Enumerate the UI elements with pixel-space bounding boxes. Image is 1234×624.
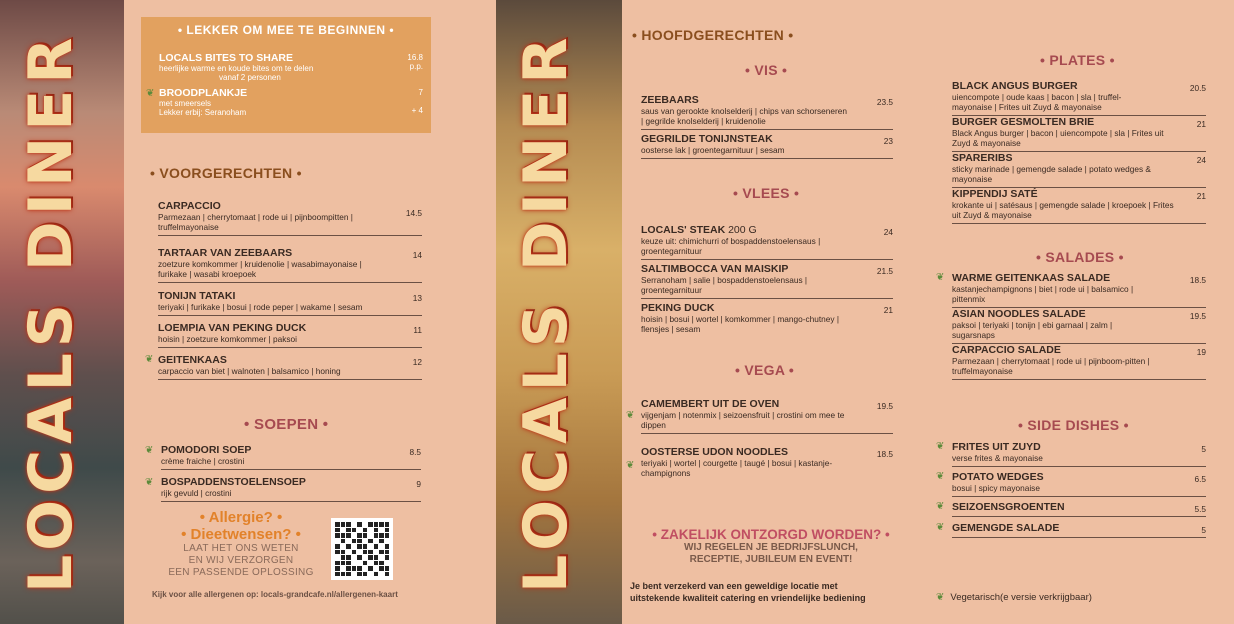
promo-item <box>159 53 423 82</box>
item-name: GEMENGDE SALADE <box>952 522 1060 534</box>
menu-item <box>952 80 1206 116</box>
item-name: BLACK ANGUS BURGER <box>952 80 1078 92</box>
menu-item <box>158 200 422 236</box>
item-desc: Serranoham | salie | bospaddenstoelensaus | groentegarnituur <box>641 275 808 295</box>
item-desc: Parmezaan | cherrytomaat | rode ui | pijnboom-pitten | truffelmayonaise <box>952 356 1150 376</box>
item-desc: rijk gevuld | crostini <box>161 488 232 498</box>
section-title-soepen: • SOEPEN • <box>244 416 329 433</box>
menu-item <box>641 446 893 481</box>
item-price: 13 <box>412 293 422 303</box>
menu-item <box>158 354 422 380</box>
menu-item <box>641 94 893 130</box>
menu-item <box>952 344 1206 380</box>
item-price: 18.5 <box>1189 275 1206 285</box>
cta-note-line: uitstekende kwaliteit catering en vriendelijke bediening <box>630 593 866 603</box>
item-desc: teriyaki | wortel | courgette | taugé | bosui | kastanje-champignons <box>641 458 833 478</box>
item-name: SALTIMBOCCA VAN MAISKIP <box>641 263 789 275</box>
item-name <box>641 224 893 236</box>
item-desc-2: vanaf 2 personen <box>219 73 281 82</box>
item-price <box>412 88 423 115</box>
vegetarian-icon: ❦ <box>936 441 945 452</box>
vegetarian-icon: ❦ <box>936 522 945 533</box>
brand-logo-left: LOCALS DINER <box>16 31 86 593</box>
menu-item <box>641 398 893 434</box>
menu-item <box>641 224 893 260</box>
allergen-link[interactable]: Kijk voor alle allergenen op: locals-grandcafe.nl/allergenen-kaart <box>152 590 398 599</box>
menu-item <box>641 263 893 299</box>
vegetarian-icon: ❦ <box>936 592 945 603</box>
item-desc: zoetzure komkommer | kruidenolie | wasabimayonaise | furikake | wasabi kroepoek <box>158 259 362 279</box>
item-price: 19.5 <box>876 401 893 411</box>
allergy-text: EN WIJ VERZORGEN <box>188 555 294 566</box>
item-desc: crème fraiche | crostini <box>161 456 245 466</box>
section-title-hoofdgerechten: • HOOFDGERECHTEN • <box>632 27 794 43</box>
section-title-side-dishes: • SIDE DISHES • <box>1018 417 1129 433</box>
business-cta-note <box>630 580 866 604</box>
item-name: FRITES UIT ZUYD <box>952 441 1041 453</box>
menu-item <box>952 272 1206 308</box>
business-cta <box>628 527 914 566</box>
item-name: LOCALS BITES TO SHARE <box>159 52 293 64</box>
item-desc: Parmezaan | cherrytomaat | rode ui | pijnboompitten | truffelmayonaise <box>158 212 353 232</box>
vegetarian-icon: ❦ <box>146 88 155 99</box>
item-price: 19 <box>1196 347 1206 357</box>
allergy-text: LAAT HET ONS WETEN <box>183 543 299 554</box>
menu-item <box>952 522 1206 538</box>
item-price: 21.5 <box>876 266 893 276</box>
item-price <box>407 53 423 71</box>
item-desc: kastanjechampignons | biet | rode ui | balsamico | pittenmix <box>952 284 1134 304</box>
item-desc: saus van gerookte knolselderij | chips van schorseneren | gegrilde knolselderij | kruidenolie <box>641 106 848 126</box>
vegetarian-icon: ❦ <box>145 354 154 365</box>
item-desc: carpaccio van biet | walnoten | balsamico | honing <box>158 366 341 376</box>
item-name: PEKING DUCK <box>641 302 715 314</box>
item-desc: teriyaki | furikake | bosui | rode peper | wakame | sesam <box>158 302 363 312</box>
section-title-vega: • VEGA • <box>735 362 795 378</box>
item-price: 11 <box>413 325 422 335</box>
item-price: 21 <box>883 305 893 315</box>
item-name: POMODORI SOEP <box>161 444 252 456</box>
item-desc: hoisin | zoetzure komkommer | paksoi <box>158 334 297 344</box>
item-price: 8.5 <box>409 447 421 457</box>
item-name: CARPACCIO <box>158 200 221 212</box>
menu-item <box>161 444 421 470</box>
item-desc: verse frites & mayonaise <box>952 453 1043 463</box>
item-desc: uiencompote | oude kaas | bacon | sla | truffel-mayonaise | Frites uit Zuyd & mayonaise <box>952 92 1122 112</box>
item-price: 21 <box>1196 191 1206 201</box>
item-name: TARTAAR VAN ZEEBAARS <box>158 247 293 259</box>
item-weight: 200 G <box>728 224 757 236</box>
vegetarian-icon: ❦ <box>626 410 635 421</box>
item-name: WARME GEITENKAAS SALADE <box>952 272 1111 284</box>
item-price: 12 <box>412 357 422 367</box>
item-price: 20.5 <box>1189 83 1206 93</box>
promo-box <box>141 17 431 133</box>
item-desc: oosterse lak | groentegarnituur | sesam <box>641 145 785 155</box>
item-price: 24 <box>883 227 893 237</box>
item-name: KIPPENDIJ SATÉ <box>952 188 1038 200</box>
section-title-vlees: • VLEES • <box>733 185 800 201</box>
item-desc: keuze uit: chimichurri of bospaddenstoelensaus | groentegarnituur <box>641 236 821 256</box>
item-price: 18.5 <box>876 449 893 459</box>
item-desc: Black Angus burger | bacon | uiencompote | sla | Frites uit Zuyd & mayonaise <box>952 128 1164 148</box>
item-price: 5 <box>1201 525 1206 535</box>
menu-item <box>158 247 422 283</box>
item-desc: krokante ui | satésaus | gemengde salade | kroepoek | Frites uit Zuyd & mayonaise <box>952 200 1174 220</box>
item-name: SPARERIBS <box>952 152 1013 164</box>
vegetarian-icon: ❦ <box>936 471 945 482</box>
brand-logo-center: LOCALS DINER <box>511 31 581 593</box>
item-name: LOEMPIA VAN PEKING DUCK <box>158 322 307 334</box>
menu-item <box>952 152 1206 188</box>
item-name: SEIZOENSGROENTEN <box>952 501 1065 513</box>
vegetarian-icon: ❦ <box>145 477 154 488</box>
vegetarian-icon: ❦ <box>936 272 945 283</box>
item-name: BROODPLANKJE <box>159 87 248 99</box>
menu-item <box>952 501 1206 517</box>
section-title-plates: • PLATES • <box>1040 52 1115 68</box>
cta-text: WIJ REGELEN JE BEDRIJFSLUNCH, <box>684 542 858 553</box>
section-title-vis: • VIS • <box>745 62 788 78</box>
item-desc-2: Lekker erbij: Seranoham <box>159 108 247 117</box>
item-price: 21 <box>1196 119 1206 129</box>
allergy-text: EEN PASSENDE OPLOSSING <box>168 567 314 578</box>
qr-code[interactable] <box>331 518 393 580</box>
price-addon: + 4 <box>411 106 423 115</box>
cta-text: RECEPTIE, JUBILEUM EN EVENT! <box>689 554 853 565</box>
item-desc: paksoi | teriyaki | tonijn | ebi garnaal | zalm | sugarsnaps <box>952 320 1113 340</box>
allergy-notice <box>152 509 330 579</box>
item-desc: hoisin | bosui | wortel | komkommer | mango-chutney | flensjes | sesam <box>641 314 839 334</box>
item-price: 9 <box>416 479 421 489</box>
menu-item <box>952 308 1206 344</box>
menu-item <box>161 476 421 502</box>
menu-item <box>952 188 1206 224</box>
item-name: BURGER GESMOLTEN BRIE <box>952 116 1095 128</box>
menu-item <box>158 322 422 348</box>
item-name: BOSPADDENSTOELENSOEP <box>161 476 306 488</box>
section-title-salades: • SALADES • <box>1036 249 1124 265</box>
cta-note-line: Je bent verzekerd van een geweldige locatie met <box>630 581 838 591</box>
price-value: 16.8 <box>407 53 423 62</box>
menu-item <box>641 302 893 337</box>
menu-item <box>158 290 422 316</box>
promo-title: • LEKKER OM MEE TE BEGINNEN • <box>177 23 395 37</box>
section-title-voorgerechten: • VOORGERECHTEN • <box>150 165 302 181</box>
price-unit: p.p. <box>409 62 423 71</box>
item-name: POTATO WEDGES <box>952 471 1044 483</box>
menu-item <box>952 116 1206 152</box>
item-price: 14 <box>412 250 422 260</box>
promo-item <box>159 88 423 117</box>
item-name-text: LOCALS' STEAK <box>641 224 726 236</box>
menu-item <box>952 471 1206 497</box>
vegetarian-legend <box>936 592 1092 603</box>
item-price: 24 <box>1196 155 1206 165</box>
vegetarian-icon: ❦ <box>626 460 635 471</box>
item-price: 5 <box>1201 444 1206 454</box>
item-price: 14.5 <box>405 208 422 218</box>
item-name: GEITENKAAS <box>158 354 227 366</box>
vegetarian-icon: ❦ <box>145 445 154 456</box>
item-name: CARPACCIO SALADE <box>952 344 1061 356</box>
menu-item <box>641 133 893 159</box>
allergy-heading: • Allergie? • <box>199 509 283 526</box>
item-desc: bosui | spicy mayonaise <box>952 483 1040 493</box>
item-desc: met smeersels <box>159 99 212 108</box>
menu-item <box>952 441 1206 467</box>
item-name: CAMEMBERT UIT DE OVEN <box>641 398 780 410</box>
vegetarian-icon: ❦ <box>936 501 945 512</box>
legend-text: Vegetarisch(e versie verkrijgbaar) <box>950 592 1092 603</box>
item-price: 23.5 <box>876 97 893 107</box>
item-name: TONIJN TATAKI <box>158 290 236 302</box>
item-price: 6.5 <box>1194 474 1206 484</box>
item-price: 19.5 <box>1189 311 1206 321</box>
item-name: OOSTERSE UDON NOODLES <box>641 446 789 458</box>
item-desc: sticky marinade | gemengde salade | potato wedges & mayonaise <box>952 164 1151 184</box>
item-name: ZEEBAARS <box>641 94 699 106</box>
item-price: 5.5 <box>1194 504 1206 514</box>
price-value: 7 <box>418 88 423 97</box>
item-desc: vijgenjam | notenmix | seizoensfruit | crostini om mee te dippen <box>641 410 845 430</box>
item-price: 23 <box>883 136 893 146</box>
item-name: ASIAN NOODLES SALADE <box>952 308 1086 320</box>
item-desc: heerlijke warme en koude bites om te delen <box>159 64 314 73</box>
diet-heading: • Dieetwensen? • <box>181 526 301 543</box>
cta-title: • ZAKELIJK ONTZORGD WORDEN? • <box>652 527 890 542</box>
item-name: GEGRILDE TONIJNSTEAK <box>641 133 773 145</box>
